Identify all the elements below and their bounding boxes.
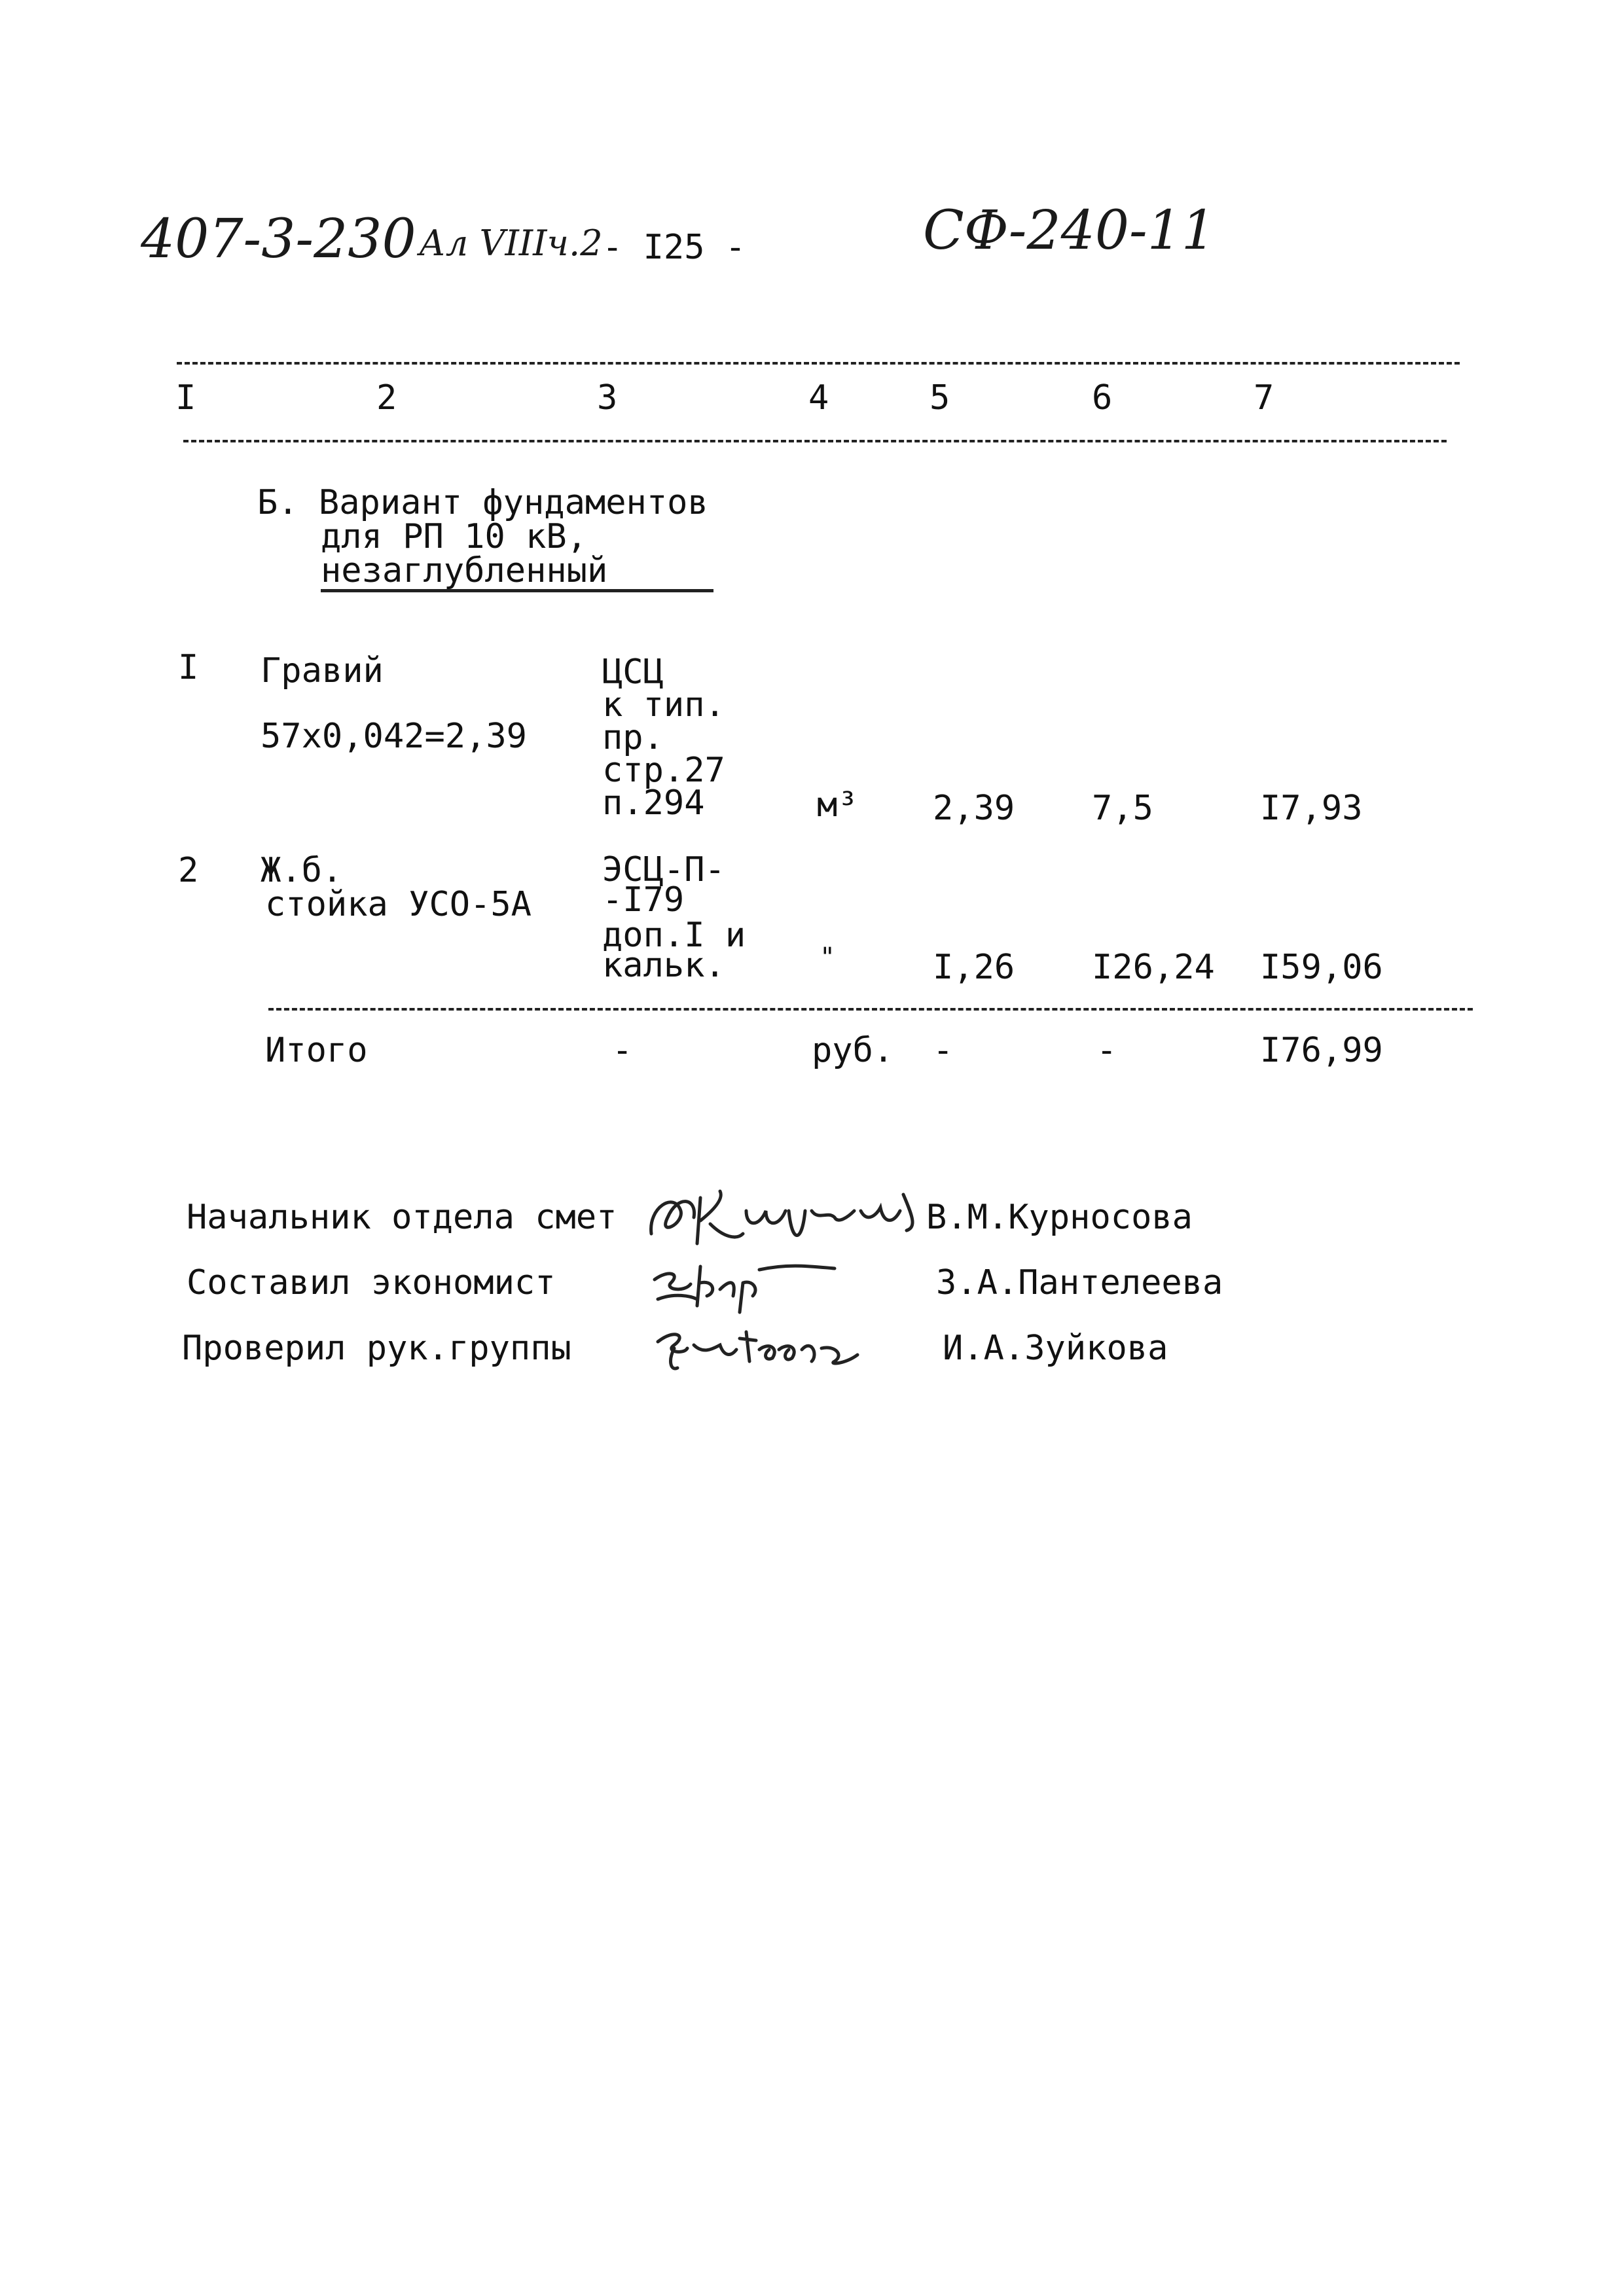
signatory-name: В.М.Курносова bbox=[926, 1198, 1193, 1237]
signatory-role: Проверил рук.группы bbox=[182, 1329, 571, 1368]
signatory-role: Составил экономист bbox=[187, 1263, 556, 1302]
total-basis: - bbox=[612, 1031, 633, 1070]
handwritten-signature bbox=[648, 1309, 884, 1381]
item-total: I59,06 bbox=[1260, 948, 1383, 987]
item-quantity: I,26 bbox=[933, 948, 1015, 987]
column-number-6: 6 bbox=[1092, 378, 1113, 418]
table-bottom-rule bbox=[268, 1008, 1473, 1011]
row-number: I bbox=[178, 648, 199, 687]
total-unit: руб. bbox=[812, 1031, 894, 1070]
item-name-continued: стойка УСО-5А bbox=[265, 885, 532, 924]
item-quantity: 2,39 bbox=[933, 789, 1015, 828]
row-number: 2 bbox=[178, 851, 199, 890]
signatory-name: З.А.Пантелеева bbox=[936, 1263, 1223, 1302]
item-calculation: 57x0,042=2,39 bbox=[261, 717, 527, 756]
column-number-7: 7 bbox=[1254, 378, 1274, 418]
column-number-1: I bbox=[175, 378, 196, 418]
table-top-rule bbox=[177, 362, 1460, 365]
total-label: Итого bbox=[265, 1031, 368, 1070]
item-name: Ж.б. bbox=[261, 851, 343, 890]
basis-line: ЦСЦ bbox=[602, 653, 664, 692]
section-title-line-2: для РП 10 кВ, bbox=[321, 517, 587, 556]
column-number-2: 2 bbox=[376, 378, 397, 418]
sheet-code: СФ-240-11 bbox=[923, 200, 1216, 262]
total-quantity: - bbox=[933, 1031, 954, 1070]
basis-line: пр. bbox=[602, 718, 664, 757]
section-title-line-1: Б. Вариант фундаментов bbox=[257, 483, 708, 522]
signatory-name: И.А.Зуйкова bbox=[943, 1329, 1168, 1368]
section-title-line-3: незаглубленный bbox=[321, 551, 608, 590]
page-number: - I25 - bbox=[602, 228, 746, 267]
signatory-role: Начальник отдела смет bbox=[187, 1198, 617, 1237]
basis-line: к тип. bbox=[602, 685, 725, 725]
item-unit-price: I26,24 bbox=[1092, 948, 1215, 987]
column-number-3: 3 bbox=[597, 378, 618, 418]
basis-line: кальк. bbox=[602, 946, 725, 985]
basis-line: ЭСЦ-П- bbox=[602, 850, 725, 889]
section-title-underline bbox=[321, 589, 713, 592]
item-basis bbox=[602, 653, 725, 822]
item-basis bbox=[602, 851, 746, 984]
basis-line: стр.27 bbox=[602, 751, 725, 790]
total-unit-price: - bbox=[1096, 1031, 1117, 1070]
document-code: 407-3-230 bbox=[141, 208, 416, 270]
item-name: Гравий bbox=[261, 651, 384, 691]
column-number-4: 4 bbox=[808, 378, 829, 418]
grand-total: I76,99 bbox=[1260, 1031, 1383, 1070]
column-number-5: 5 bbox=[929, 378, 950, 418]
item-unit-price: 7,5 bbox=[1092, 789, 1153, 828]
item-unit: " bbox=[820, 942, 836, 973]
basis-line: доп.I и bbox=[602, 916, 746, 955]
basis-line: -I79 bbox=[602, 880, 685, 920]
album-reference: Ал VIIIч.2 bbox=[419, 223, 603, 264]
item-unit: м³ bbox=[817, 785, 858, 825]
table-header-rule bbox=[183, 440, 1447, 442]
item-total: I7,93 bbox=[1260, 789, 1363, 828]
basis-line: п.294 bbox=[602, 783, 705, 823]
